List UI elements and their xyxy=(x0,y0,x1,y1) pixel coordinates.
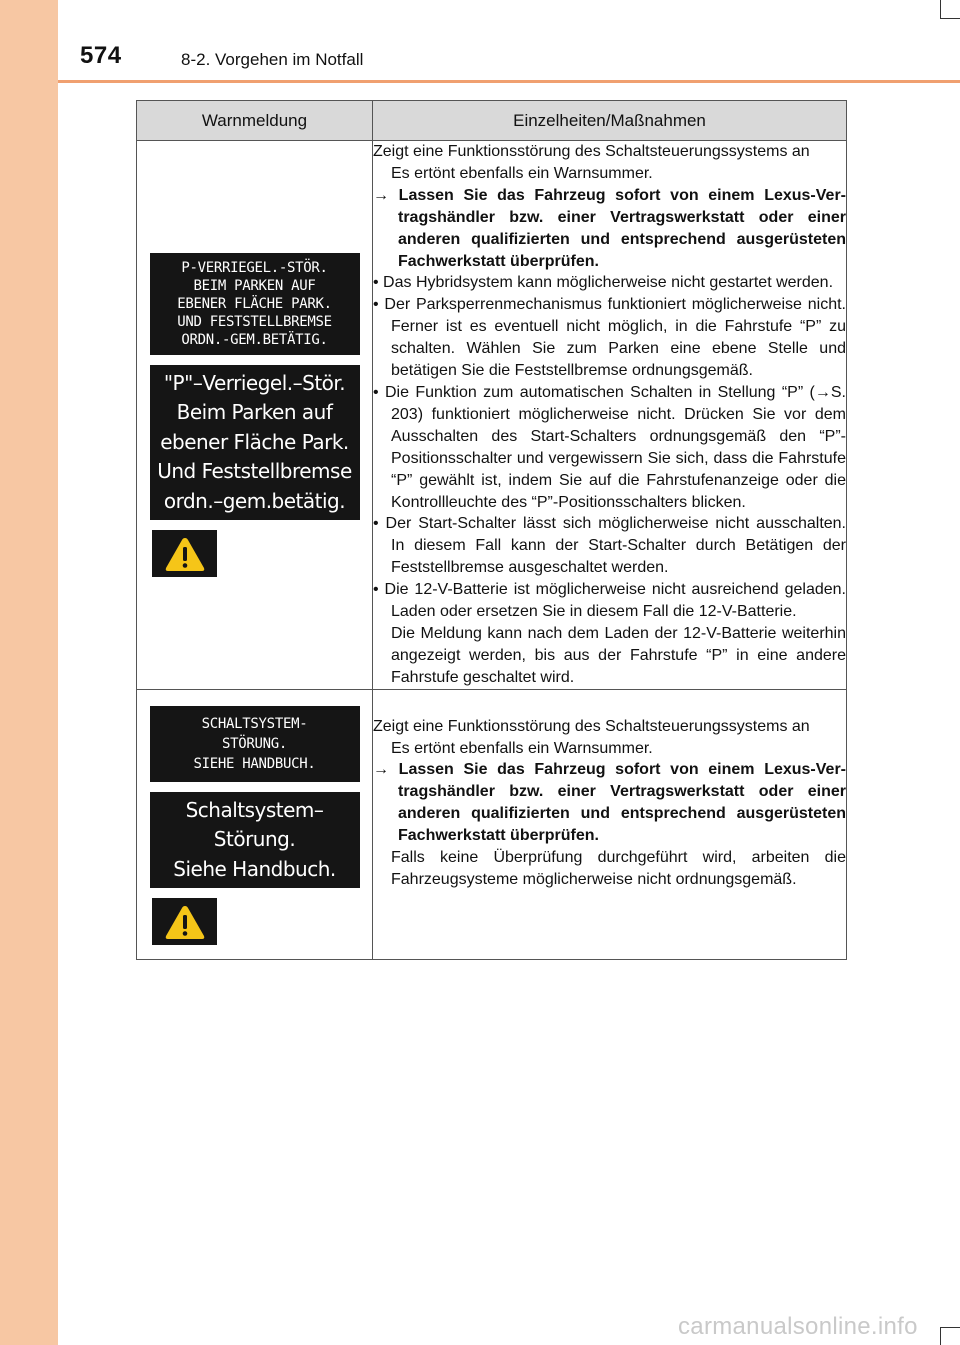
display-line: SIEHE HANDBUCH. xyxy=(193,755,316,772)
warning-triangle-icon xyxy=(152,530,217,577)
display-line: Schaltsystem– xyxy=(185,797,324,822)
warning-triangle-icon xyxy=(152,898,217,945)
bullet-item: • Der Parksperrenmechanismus funktioniert möglicherweise nicht. Ferner ist es eventuell nicht möglich, in die Fahrstufe “P” zu schalten. Wählen Sie zum Parken eine ebene Stelle und betätigen Sie die Feststellbremse ordnungsgemäß. xyxy=(373,296,846,380)
message-cell xyxy=(137,141,373,690)
details-cell xyxy=(373,141,847,690)
side-tab xyxy=(0,0,58,1345)
display-line: Störung. xyxy=(213,827,296,852)
display-line: ebener Fläche Park. xyxy=(160,429,349,454)
intro-text: Zeigt eine Funktionsstörung des Schaltsteuerungssystems an xyxy=(373,143,810,160)
display-line: Und Feststellbremse xyxy=(157,459,352,484)
action-text: → Lassen Sie das Fahrzeug sofort von einem Lexus-Vertragshändler bzw. einer Vertragswerkstatt oder einer anderen qualifizierten und entsprechend ausgerüsteten Fachwerkstatt überprüfen. xyxy=(373,186,846,270)
crop-mark xyxy=(940,1327,960,1328)
display-line: STÖRUNG. xyxy=(221,735,288,752)
display-image-small xyxy=(150,253,360,355)
note-text: Falls keine Überprüfung durchgeführt wird, arbeiten die Fahrzeugsysteme möglicherweise nicht ordnungsgemäß. xyxy=(391,849,846,888)
page-number: 574 xyxy=(80,42,122,69)
crop-mark xyxy=(940,1327,941,1345)
details-cell xyxy=(373,689,847,960)
header-rule xyxy=(58,80,960,83)
display-line: EBENER FLÄCHE PARK. xyxy=(177,295,332,312)
display-line: ORDN.-GEM.BETÄTIG. xyxy=(181,331,328,348)
section-title: 8-2. Vorgehen im Notfall xyxy=(181,50,364,69)
display-line: Siehe Handbuch. xyxy=(173,856,336,881)
display-line: SCHALTSYSTEM- xyxy=(201,715,308,732)
display-line: ordn.–gem.betätig. xyxy=(163,488,346,513)
message-cell xyxy=(137,689,373,960)
watermark: carmanualsonline.info xyxy=(678,1313,918,1340)
bullet-item: • Die Funktion zum automatischen Schalten in Stellung “P” (→S. 203) funktioniert möglicherweise nicht. Drücken Sie vor dem Ausschalten des Start-Schalters ordnungsgemäß den “P”-Positionsschalter und vergewissern Sie sich, dass die Fahrstufe “P” gewählt ist, indem Sie auf die Fahrstufenanzeige oder die Kontrollleuchte des “P”-Positionsschalters blicken. xyxy=(373,383,846,511)
crop-mark xyxy=(940,0,941,18)
bullet-item: • Der Start-Schalter lässt sich möglicherweise nicht ausschalten. In diesem Fall kann der Start-Schalter durch Betätigen der Feststellbremse ausgeschaltet werden. xyxy=(373,515,846,577)
intro-text: Zeigt eine Funktionsstörung des Schaltsteuerungssystems an xyxy=(373,717,810,735)
display-image-large xyxy=(150,792,360,889)
display-image-small xyxy=(150,706,360,782)
column-header-message: Warnmeldung xyxy=(137,101,373,141)
crop-mark xyxy=(940,18,960,19)
display-image-large xyxy=(150,365,360,521)
table-row xyxy=(137,141,847,690)
table-row xyxy=(137,689,847,960)
display-line: "P"–Verriegel.–Stör. xyxy=(163,370,346,395)
display-line: UND FESTSTELLBREMSE xyxy=(177,313,332,330)
bullet-item: • Das Hybridsystem kann möglicherweise nicht gestartet werden. xyxy=(373,274,834,292)
bullet-item: • Die 12-V-Batterie ist möglicherweise nicht ausreichend geladen. Laden oder ersetzen Sie in diesem Fall die 12-V-Batterie. xyxy=(373,581,846,621)
display-line: Beim Parken auf xyxy=(176,400,333,425)
column-header-details: Einzelheiten/Maßnahmen xyxy=(373,101,847,141)
display-line: BEIM PARKEN AUF xyxy=(193,277,316,294)
warning-table xyxy=(136,100,847,960)
note-text: Die Meldung kann nach dem Laden der 12-V-Batterie weiterhin angezeigt werden, bis aus der Fahrstufe “P” in eine andere Fahrstufe geschaltet wird. xyxy=(391,624,846,686)
buzzer-text: Es ertönt ebenfalls ein Warnsummer. xyxy=(391,739,653,757)
display-line: P-VERRIEGEL.-STÖR. xyxy=(181,259,328,276)
action-text: → Lassen Sie das Fahrzeug sofort von einem Lexus-Vertragshändler bzw. einer Vertragswerkstatt oder einer anderen qualifizierten und entsprechend ausgerüsteten Fachwerkstatt überprüfen. xyxy=(373,761,846,845)
buzzer-text: Es ertönt ebenfalls ein Warnsummer. xyxy=(391,164,653,182)
